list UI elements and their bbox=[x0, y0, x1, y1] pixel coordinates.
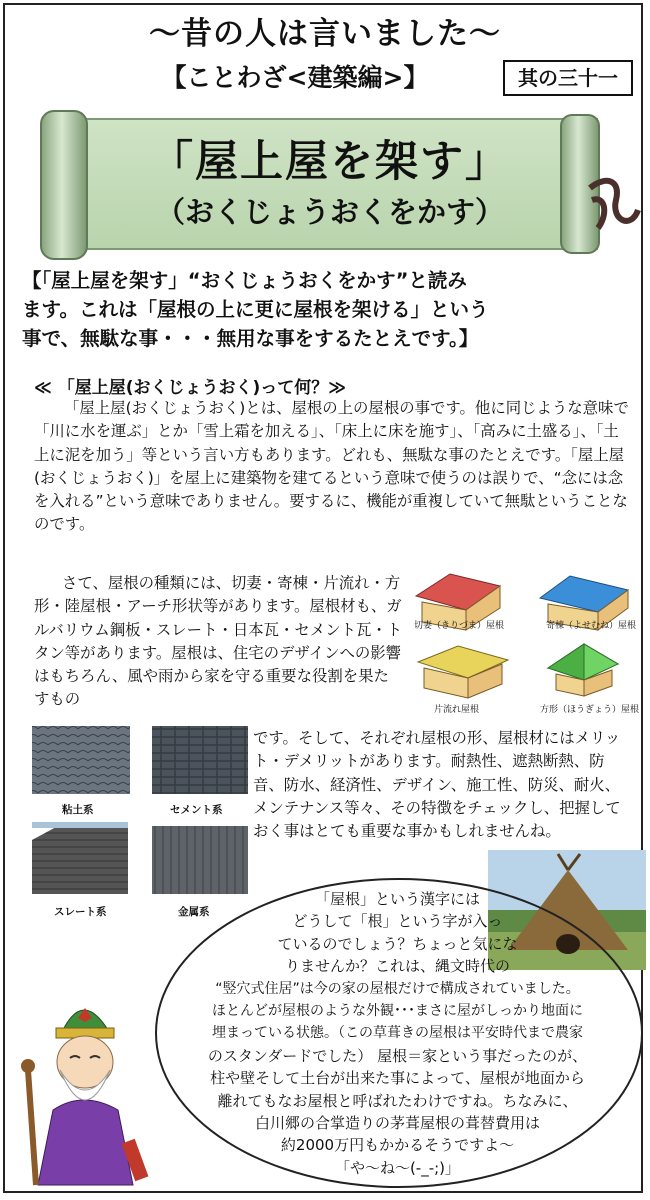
bubble-line: りませんか？これは、縄文時代の bbox=[284, 957, 510, 976]
bubble-line: “竪穴式住居”は今の家の屋根だけで構成されていました。 bbox=[215, 980, 580, 997]
cement-tile-photo bbox=[152, 726, 248, 794]
material-caption-metal: 金属系 bbox=[178, 906, 210, 918]
intro-line-3: 事で、無駄な事・・・無用な事をするたとえです。】 bbox=[22, 327, 479, 350]
scroll-left-roll bbox=[40, 110, 88, 260]
material-caption-clay: 粘土系 bbox=[62, 804, 94, 816]
roof-caption-katanagare: 片流れ屋根 bbox=[434, 705, 480, 715]
roof-caption-yosemune: 寄棟（よせむね）屋根 bbox=[546, 621, 637, 631]
section-paragraph-3: です。そして、それぞれ屋根の形、屋根材にはメリット・デメリットがあります。耐熱性、遮熱断熱、防音、防水、経済性、デザイン、施工性、防災、耐火、メンテナンス等々、その特徴をチェックし、把握しておく事はとても重要な事かもしれませんね。 bbox=[253, 729, 621, 841]
bubble-line: 離れてもなお屋根と呼ばれたわけですね。ちなみに、 bbox=[217, 1091, 578, 1110]
bubble-line: 「や〜ね〜(-_-;)」 bbox=[334, 1158, 461, 1177]
bubble-line: ているのでしょう？ちょっと気にな bbox=[277, 934, 518, 953]
scroll-banner bbox=[40, 110, 600, 260]
bubble-line: 約2000万円もかかるそうですよ〜 bbox=[280, 1136, 515, 1155]
scroll-cord-icon bbox=[586, 170, 642, 240]
section-paragraph-2: さて、屋根の種類には、切妻・寄棟・片流れ・方形・陸屋根・アーチ形状等があります。屋根材も、ガルバリウム鋼板・スレート・日本瓦・セメント瓦・トタン等があります。屋根は、住宅のデザインへの影響はもちろん、風や雨から家を守る重要な役割を果たすもの bbox=[34, 574, 403, 709]
roof-caption-kirizuma: 切妻（きりづま）屋根 bbox=[414, 621, 505, 631]
page-subtitle: 【ことわざ<建築編>】 bbox=[161, 63, 429, 92]
bubble-text bbox=[150, 888, 645, 1179]
bubble-line: のスタンダードでした） 屋根＝家という事だったのが、 bbox=[207, 1046, 588, 1065]
proverb-reading: （おくじょうおくをかす） bbox=[155, 195, 504, 229]
material-caption-slate: スレート系 bbox=[54, 906, 107, 918]
bubble-line: 柱や壁そして土台が出来た事によって、屋根が地面から bbox=[210, 1069, 585, 1088]
bubble-line: ほとんどが屋根のような外観･･･まさに屋がしっかり地面に bbox=[212, 1003, 583, 1020]
intro-block bbox=[22, 266, 632, 353]
clay-tile-photo bbox=[32, 726, 130, 794]
intro-line-1: 【「屋上屋を架す」“おくじょうおくをかす”と読み bbox=[22, 269, 467, 292]
section-paragraph-1: 「屋上屋(おくじょうおく)とは、屋根の上の屋根の事です。他に同じような意味で「川に水を運ぶ」とか「雪上霜を加える」、「床上に床を施す」、「高みに土盛る」、「土上に泥を加う」等という言い方もあります。どれも、無駄な事のたとえです。「屋上屋(おくじょうおく)」を屋上に建築物を建てるという意味で使うのは誤りで、“念には念を入れる”という意味でありません。要するに、機能が重複していて無駄ということなのです。 bbox=[34, 399, 629, 534]
bubble-line: 「屋根」という漢字には bbox=[314, 890, 480, 908]
bubble-line: 埋まっている状態。（この草葺きの屋根は平安時代まで農家 bbox=[212, 1025, 583, 1042]
proverb-title: 「屋上屋を架す」 bbox=[150, 137, 510, 187]
metal-roof-photo bbox=[152, 826, 248, 894]
bubble-line: 白川郷の合掌造りの茅葺屋根の葺替費用は bbox=[254, 1114, 540, 1133]
issue-badge: 其の三十一 bbox=[503, 60, 633, 96]
page-title: 〜昔の人は言いました〜 bbox=[149, 16, 501, 52]
intro-line-2: ます。これは「屋根の上に更に屋根を架ける」という bbox=[22, 298, 489, 321]
sage-character-icon bbox=[8, 990, 158, 1190]
bubble-line: どうして「根」という字が入っ bbox=[292, 912, 503, 931]
slate-photo bbox=[32, 826, 128, 894]
roof-caption-hougyou: 方形（ほうぎょう）屋根 bbox=[540, 705, 640, 715]
material-caption-cement: セメント系 bbox=[170, 804, 223, 816]
roof-types-figure bbox=[408, 568, 640, 718]
section-heading: ≪ 「屋上屋(おくじょうおく)って何？≫ bbox=[34, 378, 347, 398]
